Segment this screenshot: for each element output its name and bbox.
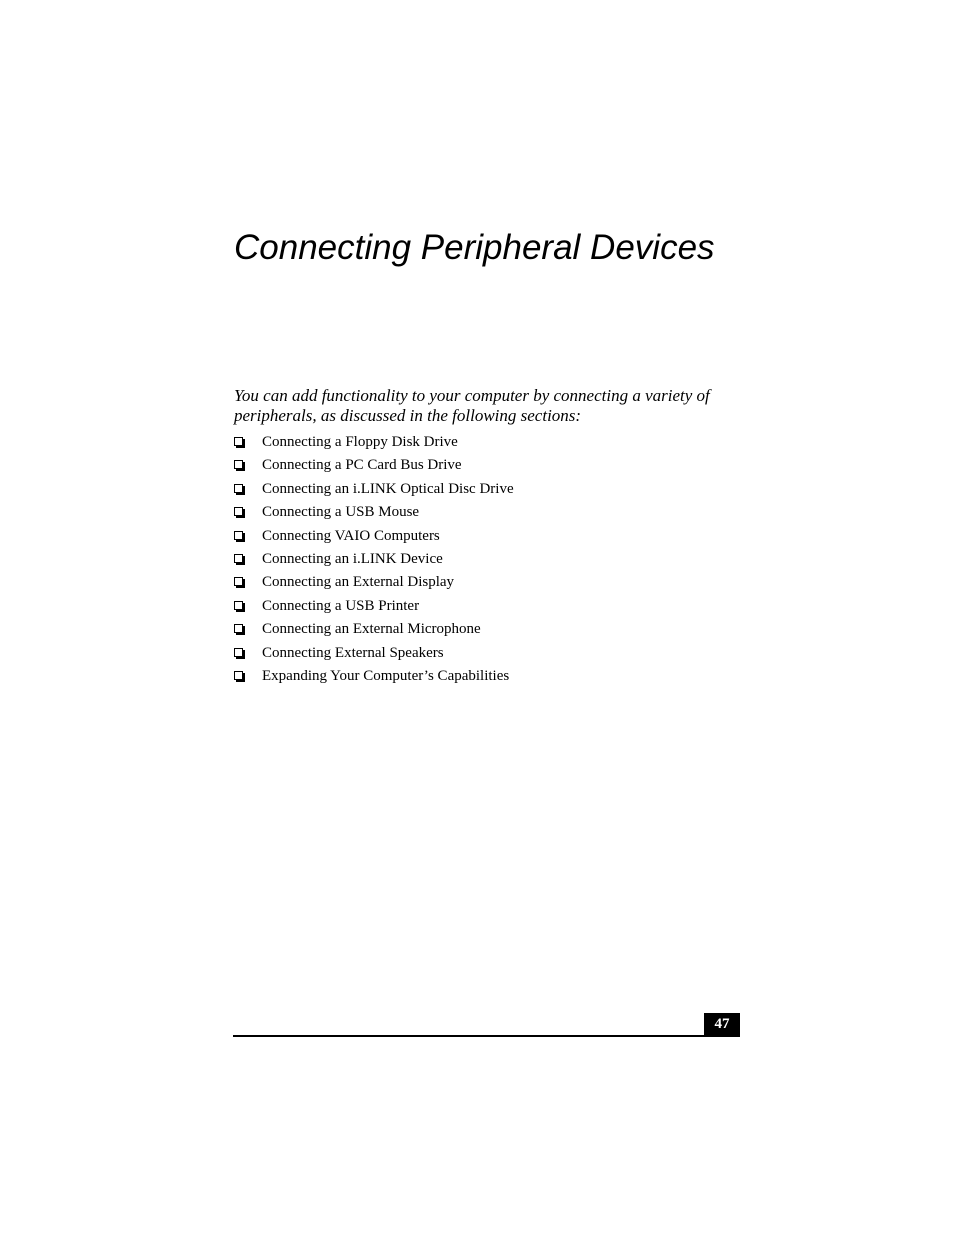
list-item[interactable] — [234, 596, 514, 619]
list-item-label: Connecting a PC Card Bus Drive — [262, 457, 462, 474]
checkbox-bullet-icon — [234, 624, 243, 633]
checkbox-bullet-icon — [234, 460, 243, 469]
checkbox-bullet-icon — [234, 531, 243, 540]
list-item-label: Connecting a USB Printer — [262, 597, 420, 614]
checkbox-bullet-icon — [234, 648, 243, 657]
list-item-label: Connecting a Floppy Disk Drive — [262, 434, 458, 450]
list-item[interactable] — [234, 479, 514, 502]
topic-list — [234, 432, 514, 689]
list-item-label: Connecting a USB Mouse — [262, 504, 420, 521]
list-item-label: Connecting an External Microphone — [262, 621, 481, 638]
list-item[interactable] — [234, 619, 514, 642]
list-item-label: Connecting VAIO Computers — [262, 527, 440, 544]
list-item[interactable] — [234, 502, 514, 525]
list-item[interactable] — [234, 549, 514, 572]
list-item[interactable] — [234, 455, 514, 478]
list-item-label: Connecting an External Display — [262, 574, 455, 591]
list-item-label: Connecting an i.LINK Device — [262, 550, 443, 567]
page-number: 47 — [704, 1013, 740, 1037]
intro-paragraph: You can add functionality to your computer by connecting a variety of peripherals, as discussed in the following sections: — [234, 386, 710, 425]
list-item[interactable] — [234, 643, 514, 666]
list-item[interactable] — [234, 432, 514, 455]
footer-rule — [233, 1035, 740, 1037]
list-item[interactable] — [234, 572, 514, 595]
checkbox-bullet-icon — [234, 577, 243, 586]
checkbox-bullet-icon — [234, 601, 243, 610]
list-item-label: Connecting an i.LINK Optical Disc Drive — [262, 480, 514, 497]
checkbox-bullet-icon — [234, 671, 243, 680]
checkbox-bullet-icon — [234, 507, 243, 516]
list-item-label: Connecting External Speakers — [262, 644, 444, 661]
checkbox-bullet-icon — [234, 437, 243, 446]
checkbox-bullet-icon — [234, 484, 243, 493]
list-item-label: Expanding Your Computer’s Capabilities — [262, 667, 510, 684]
checkbox-bullet-icon — [234, 554, 243, 563]
list-item[interactable] — [234, 526, 514, 549]
list-item[interactable] — [234, 666, 514, 689]
chapter-title: Connecting Peripheral Devices — [234, 228, 715, 267]
